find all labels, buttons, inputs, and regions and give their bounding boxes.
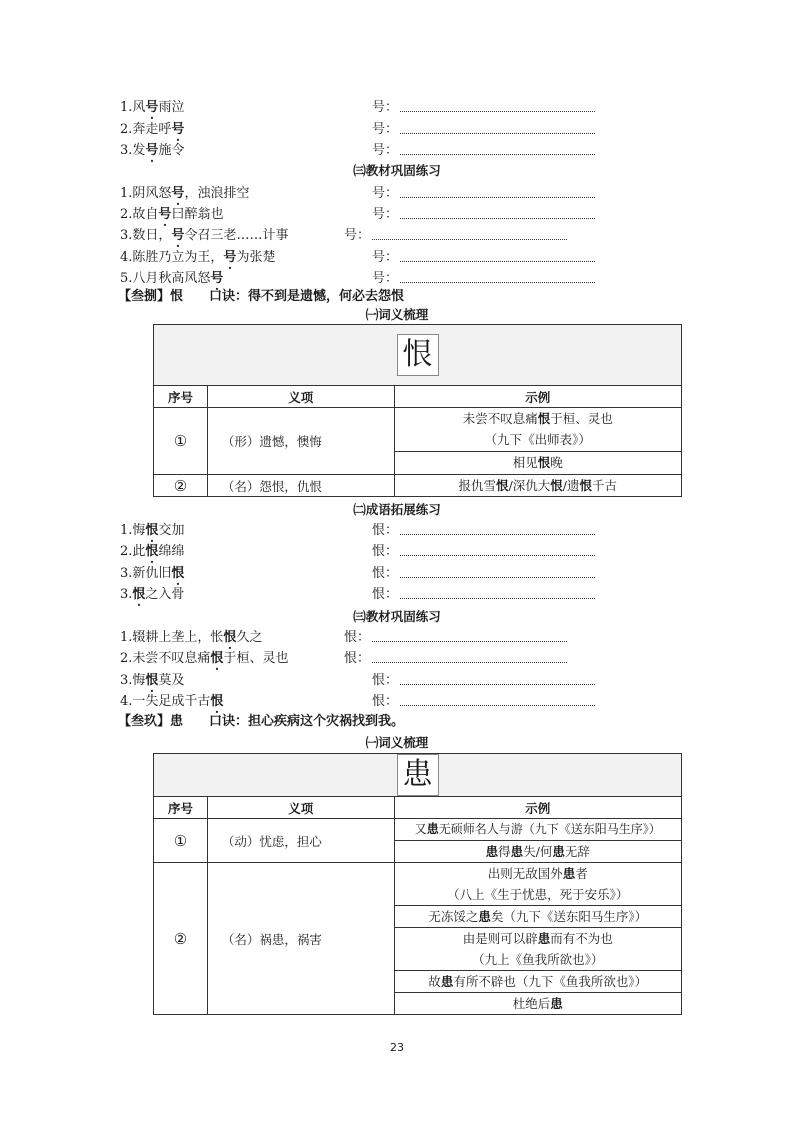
answer-line[interactable] (400, 121, 595, 134)
exercise-item (120, 142, 184, 160)
item-text: 奔走呼 (132, 122, 172, 137)
answer-blank[interactable] (372, 522, 595, 540)
row-meaning: （名）怨恨，仇恨 (207, 475, 394, 497)
item-keyword: 号 (145, 143, 159, 158)
table-head-cell (154, 325, 682, 386)
hen-meaning-table (153, 324, 682, 497)
answer-label: 号： (344, 228, 371, 243)
answer-blank[interactable] (344, 227, 567, 245)
ex-key: 患 (552, 844, 565, 859)
item-keyword: 恨 (145, 523, 159, 538)
ex-key: 患 (562, 866, 576, 881)
page-number: 23 (390, 1041, 404, 1054)
answer-label: 号： (372, 100, 399, 115)
row-num: ② (154, 475, 208, 497)
ex-text: 出则无敌国外 (487, 866, 563, 881)
example-cell (394, 841, 681, 863)
answer-line[interactable] (400, 185, 595, 198)
item-number: 4. (120, 694, 133, 709)
ex-text: 故 (428, 974, 441, 989)
item-text: 悔 (132, 673, 146, 688)
item-text: 故自 (132, 207, 159, 222)
ex-text: /深仇大 (508, 478, 551, 493)
item-number: 3. (120, 673, 133, 688)
answer-blank[interactable] (372, 543, 595, 561)
col-header-num: 序号 (154, 797, 208, 819)
item-text: 未尝不叹息痛 (132, 651, 211, 666)
ex-text: 千古 (592, 478, 618, 493)
section-heading-hen (118, 288, 404, 306)
ex-text: 失/何 (523, 844, 553, 859)
answer-line[interactable] (400, 693, 595, 706)
item-text: 发 (132, 143, 146, 158)
answer-blank[interactable] (372, 672, 595, 690)
item-keyword: 恨 (210, 694, 224, 709)
ex-key: 患 (510, 844, 524, 859)
ex-key: 患 (426, 822, 439, 836)
answer-blank[interactable] (372, 693, 595, 711)
answer-label: 恨： (344, 651, 371, 666)
item-text: ，浊浪排空 (184, 186, 250, 201)
answer-label: 恨： (372, 523, 399, 538)
exercise-item (120, 629, 262, 647)
ex-key: 患 (550, 996, 563, 1011)
answer-line[interactable] (400, 565, 595, 578)
item-keyword: 号 (171, 122, 185, 137)
answer-line[interactable] (400, 522, 595, 535)
item-keyword: 号 (158, 207, 172, 222)
headword-char: 患 (397, 754, 439, 796)
koujue: 口诀：得不到是遗憾，何必去怨恨 (209, 289, 405, 304)
item-text: 新仇旧 (132, 566, 172, 581)
ex-text: 相见 (512, 455, 538, 471)
item-keyword: 号 (171, 228, 185, 243)
exercise-item (120, 249, 275, 267)
row-meaning: （名）祸患，祸害 (207, 863, 394, 1015)
answer-blank[interactable] (372, 586, 595, 604)
huan-sub-heading-1: ㈠词义梳理 (365, 735, 429, 750)
exercise-item (120, 185, 249, 203)
item-number: 1. (120, 186, 133, 201)
answer-line[interactable] (400, 672, 595, 685)
exercise-item (120, 121, 184, 139)
col-header-example: 示例 (394, 386, 681, 408)
ex-text: 无冻馁之 (428, 909, 479, 924)
exercise-item (120, 565, 184, 583)
item-keyword: 号 (210, 271, 224, 286)
answer-label: 号： (372, 143, 399, 158)
answer-blank[interactable] (344, 629, 567, 647)
answer-line[interactable] (400, 206, 595, 219)
item-text: 雨泣 (158, 100, 185, 115)
item-keyword: 恨 (132, 587, 146, 602)
answer-label: 恨： (344, 630, 371, 645)
item-text: 风 (132, 100, 146, 115)
ex-text: 无辞 (564, 844, 590, 859)
row-num: ① (154, 408, 208, 475)
exercise-item (120, 693, 223, 711)
item-keyword: 恨 (145, 544, 159, 559)
ex-key: 患 (478, 909, 491, 924)
item-text: 曰醉翁也 (171, 207, 224, 222)
ex-text: 者 (575, 866, 588, 881)
item-number: 2. (120, 207, 133, 222)
item-text: 绵绵 (158, 544, 185, 559)
answer-label: 号： (372, 271, 399, 286)
answer-blank[interactable] (372, 249, 595, 267)
answer-label: 恨： (372, 544, 399, 559)
ex-text: 于桓、灵也 (550, 411, 613, 427)
item-number: 3. (120, 566, 133, 581)
exercise-item (120, 227, 288, 245)
hao-sub-heading-3: ㈢教材巩固练习 (353, 163, 441, 178)
answer-line[interactable] (372, 650, 567, 663)
ex-text: 又 (414, 822, 427, 836)
answer-line[interactable] (400, 249, 595, 262)
item-text: 令召三老……计事 (184, 228, 289, 243)
item-number: 3. (120, 587, 133, 602)
answer-line[interactable] (400, 586, 595, 599)
koujue: 口诀：担心疾病这个灾祸找到我。 (209, 714, 405, 729)
ex-text: 矣（九下《送东阳马生序》） (490, 909, 648, 924)
item-text: 辍耕上垄上，怅 (132, 630, 224, 645)
item-keyword: 号 (223, 250, 237, 265)
item-keyword: 号 (145, 100, 159, 115)
ex-source: （九下《出师表》） (484, 432, 591, 448)
hen-sub-heading-2: ㈡成语拓展练习 (353, 502, 441, 517)
item-number: 2. (120, 651, 133, 666)
item-text: 数日， (132, 228, 172, 243)
answer-blank[interactable] (372, 185, 595, 203)
ex-key: 患 (485, 844, 499, 859)
col-header-num: 序号 (154, 386, 208, 408)
answer-line[interactable] (372, 629, 567, 642)
item-text: 陈胜乃立为王， (132, 250, 224, 265)
ex-key: 恨 (537, 411, 551, 427)
item-number: 5. (120, 271, 133, 286)
item-number: 2. (120, 544, 133, 559)
col-header-meaning: 义项 (207, 797, 394, 819)
row-meaning: （动）忧虑，担心 (207, 819, 394, 863)
col-header-meaning: 义项 (207, 386, 394, 408)
answer-line[interactable] (400, 142, 595, 155)
answer-label: 号： (372, 207, 399, 222)
answer-label: 号： (372, 122, 399, 137)
answer-label: 号： (372, 250, 399, 265)
example-cell (394, 408, 681, 452)
item-number: 4. (120, 250, 133, 265)
answer-blank[interactable] (372, 142, 595, 160)
exercise-item (120, 206, 223, 224)
item-text: 于桓、灵也 (223, 651, 289, 666)
item-keyword: 恨 (223, 630, 237, 645)
item-text: 八月秋高风怒 (132, 271, 211, 286)
item-text: 一失足成千古 (132, 694, 211, 709)
row-num: ① (154, 819, 208, 863)
section-heading-huan (118, 713, 404, 731)
ex-text: /遗 (562, 478, 580, 493)
item-number: 1. (120, 100, 133, 115)
row-num: ② (154, 863, 208, 1015)
ex-source: （九上《鱼我所欲也》） (472, 952, 604, 967)
item-text: 久之 (236, 630, 263, 645)
ex-key: 恨 (579, 478, 593, 493)
exercise-item (120, 522, 184, 540)
item-keyword: 号 (171, 186, 185, 201)
example-cell (394, 863, 681, 906)
answer-line[interactable] (400, 270, 595, 283)
example-cell (394, 451, 681, 474)
ex-key: 患 (537, 931, 551, 946)
item-text: 此 (132, 544, 146, 559)
ex-text: 未尝不叹息痛 (462, 411, 538, 427)
ex-key: 恨 (496, 478, 509, 493)
answer-blank[interactable] (372, 565, 595, 583)
ex-text: 得 (498, 844, 511, 859)
answer-label: 恨： (372, 694, 399, 709)
answer-blank[interactable] (372, 99, 595, 117)
item-number: 1. (120, 630, 133, 645)
answer-label: 恨： (372, 566, 399, 581)
ex-key: 恨 (550, 478, 563, 493)
item-text: 施令 (158, 143, 185, 158)
ex-text: 晚 (550, 455, 563, 471)
answer-label: 恨： (372, 587, 399, 602)
answer-line[interactable] (372, 227, 567, 240)
item-keyword: 恨 (210, 651, 224, 666)
example-cell (394, 993, 681, 1015)
item-text: 交加 (158, 523, 185, 538)
item-keyword: 恨 (171, 566, 185, 581)
section-label: 【叁捌】恨 (118, 289, 184, 304)
exercise-item (120, 672, 184, 690)
ex-key: 恨 (537, 455, 551, 471)
ex-text: 报仇雪 (458, 478, 497, 493)
answer-label: 号： (372, 186, 399, 201)
col-header-example: 示例 (394, 797, 681, 819)
exercise-item (120, 270, 223, 288)
hen-sub-heading-3: ㈢教材巩固练习 (353, 609, 441, 624)
item-number: 3. (120, 143, 133, 158)
answer-blank[interactable] (372, 206, 595, 224)
ex-text: 无硕师名人与游（九下《送东阳马生序》） (438, 822, 661, 836)
huan-meaning-table (153, 753, 682, 1015)
answer-line[interactable] (400, 543, 595, 556)
example-cell (394, 906, 681, 928)
ex-text: 由是则可以辟 (462, 931, 538, 946)
ex-source: （八上《生于忧患，死于安乐》） (447, 887, 629, 902)
exercise-item (120, 99, 184, 117)
item-text: 莫及 (158, 673, 185, 688)
example-cell (394, 928, 681, 971)
exercise-item (120, 650, 288, 668)
hen-sub-heading-1: ㈠词义梳理 (365, 307, 429, 322)
row-meaning: （形）遗憾，懊悔 (207, 408, 394, 475)
item-number: 1. (120, 523, 133, 538)
exercise-item (120, 543, 184, 561)
exercise-item (120, 586, 184, 604)
answer-blank[interactable] (372, 121, 595, 139)
item-text: 之入骨 (145, 587, 185, 602)
answer-line[interactable] (400, 99, 595, 112)
answer-blank[interactable] (344, 650, 567, 668)
item-keyword: 恨 (145, 673, 159, 688)
example-cell (394, 475, 681, 497)
item-text: 阴风怒 (132, 186, 172, 201)
section-label: 【叁玖】患 (118, 714, 184, 729)
item-text: 为张楚 (236, 250, 276, 265)
example-cell (394, 971, 681, 993)
ex-text: 而有不为也 (550, 931, 613, 946)
table-head-cell (154, 754, 682, 797)
example-cell (394, 819, 681, 841)
answer-blank[interactable] (372, 270, 595, 288)
item-number: 2. (120, 122, 133, 137)
ex-text: 有所不辟也（九下《鱼我所欲也》） (453, 974, 648, 989)
item-number: 3. (120, 228, 133, 243)
ex-text: 杜绝后 (512, 996, 551, 1011)
ex-key: 患 (440, 974, 454, 989)
headword-char: 恨 (397, 334, 439, 376)
answer-label: 恨： (372, 673, 399, 688)
item-text: 悔 (132, 523, 146, 538)
